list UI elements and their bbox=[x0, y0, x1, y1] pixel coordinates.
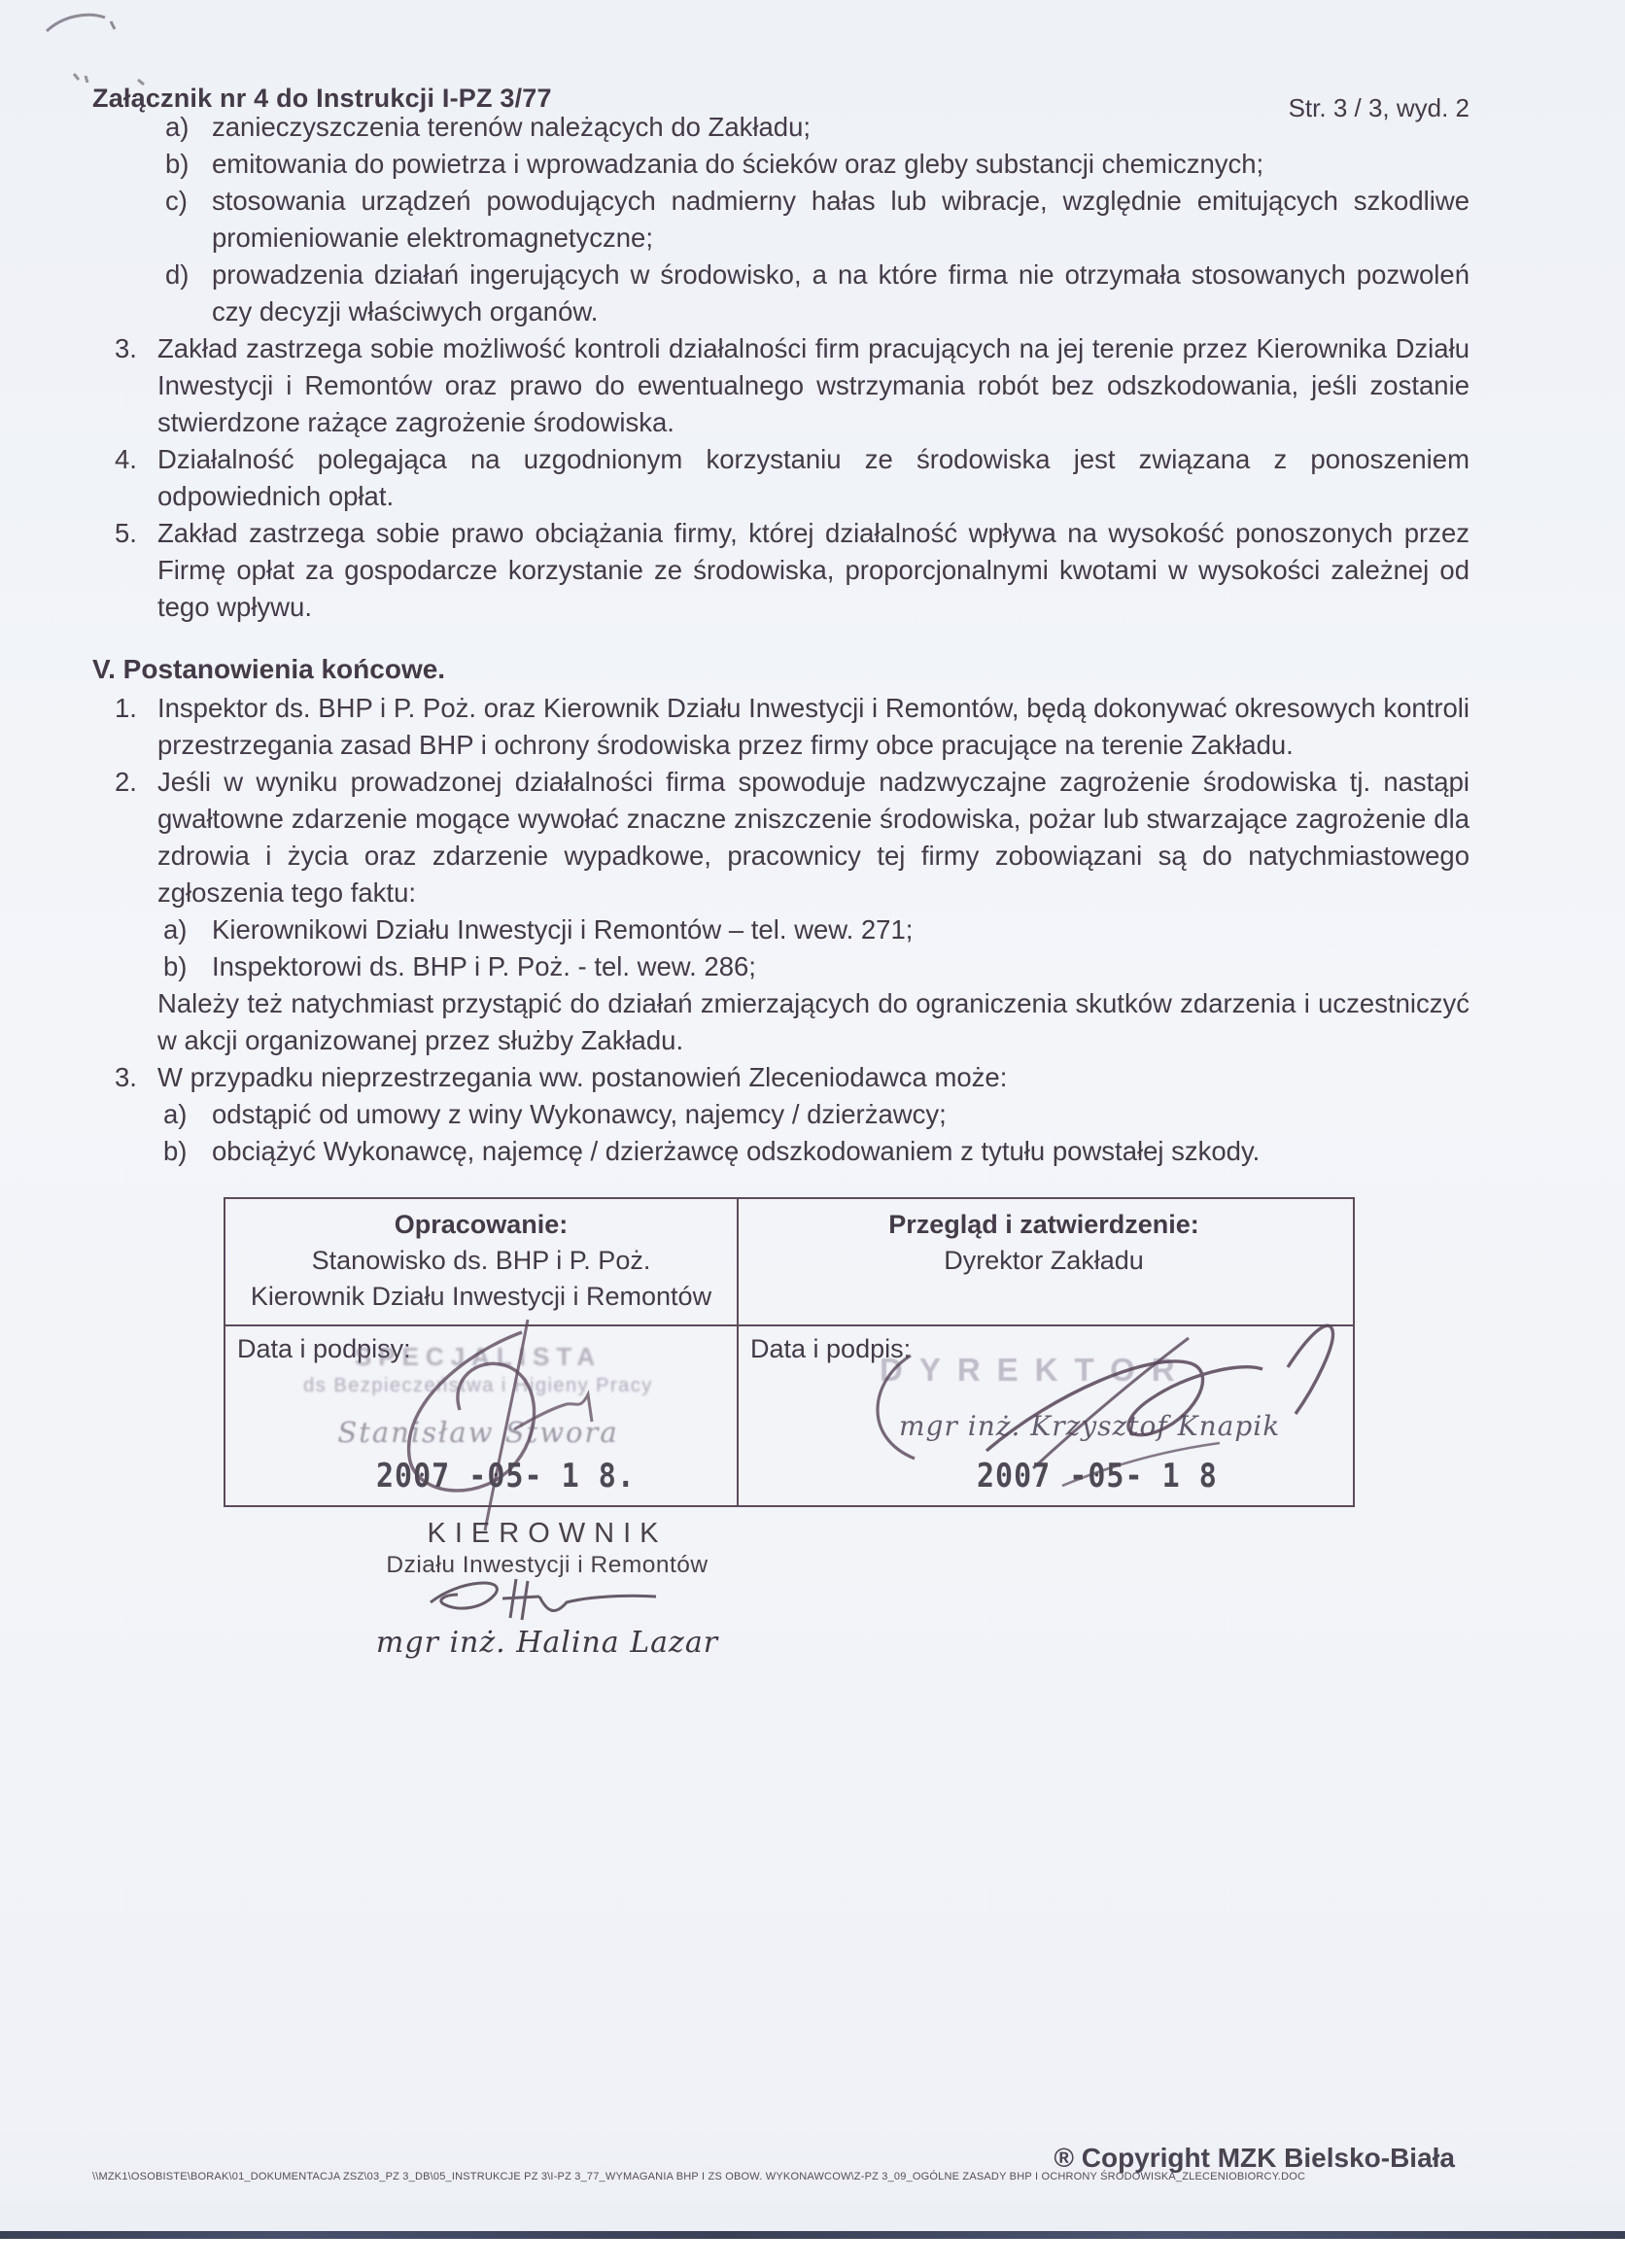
list-item-d bbox=[165, 257, 1469, 330]
left-stamp-name: Stanisław Stwora bbox=[337, 1416, 619, 1449]
footer-file-path: \\MZK1\OSOBISTE\BORAK\01_DOKUMENTACJA ZSZ\03_PZ 3_DB\05_INSTRUKCJE PZ 3\I-PZ 3_77_WYMAGANIA BHP I ZS OBOW. WYKONAWCOW\Z-PZ 3_09_OGÓLNE ZASADY BHP I OCHRONY ŚRODOWISKA_ZLECENIOBIORCY.DOC bbox=[92, 2171, 1306, 2182]
item-label: b) bbox=[163, 951, 188, 981]
kierownik-signature-scribble bbox=[401, 1573, 693, 1630]
opracowanie-role-1: Stanowisko ds. BHP i P. Poż. bbox=[311, 1246, 651, 1275]
right-date-stamp: 2007 -05- 1 8 bbox=[977, 1457, 1218, 1496]
item-text: zanieczyszczenia terenów należących do Zakładu; bbox=[212, 112, 812, 142]
section-v-item-2a bbox=[163, 911, 1469, 948]
item-label: c) bbox=[165, 186, 188, 216]
item-label: a) bbox=[165, 112, 190, 142]
item-label: 2. bbox=[115, 767, 137, 797]
section-v-item-3 bbox=[115, 1059, 1469, 1096]
section-v-item-3a bbox=[163, 1096, 1469, 1133]
specjalista-stamp-line2: ds Bezpieczeństwa i Higieny Pracy bbox=[303, 1375, 653, 1396]
item-label: 3. bbox=[115, 333, 137, 363]
list-item-a bbox=[165, 109, 1469, 146]
list-item-c bbox=[165, 183, 1469, 257]
item-text: Jeśli w wyniku prowadzonej działalności firma spowoduje nadzwyczajne zagrożenie środowiska tj. nastąpi gwałtowne zdarzenie mogące wywołać znaczne zniszczenie środowiska, pożar lub stwarzające zagrożenie dla zdrowia i życia oraz zdarzenie wypadkowe, pracownicy tej firmy zobowiązani są do natychmiastowego zgłoszenia tego faktu: bbox=[157, 767, 1469, 908]
item-label: 4. bbox=[115, 444, 137, 474]
numbered-item-4 bbox=[115, 441, 1469, 515]
left-date-label: Data i podpisy: bbox=[237, 1334, 411, 1363]
approval-table-header-row bbox=[225, 1199, 1353, 1326]
section-v-item-1 bbox=[115, 690, 1469, 764]
section-v-heading: V. Postanowienia końcowe. bbox=[92, 654, 446, 684]
item-text: Inspektorowi ds. BHP i P. Poż. - tel. wew. 286; bbox=[212, 951, 756, 981]
zatwierdzenie-role-1: Dyrektor Zakładu bbox=[944, 1246, 1144, 1275]
zatwierdzenie-header: Przegląd i zatwierdzenie: bbox=[888, 1210, 1199, 1239]
opracowanie-cell bbox=[225, 1199, 737, 1324]
dyrektor-stamp: DYREKTOR bbox=[880, 1352, 1192, 1388]
item-label: a) bbox=[163, 1099, 188, 1129]
kierownik-stamp-title: KIEROWNIK bbox=[427, 1518, 668, 1549]
right-date-label: Data i podpis: bbox=[750, 1334, 912, 1363]
section-v-item-2b bbox=[163, 948, 1469, 985]
kierownik-stamp-name: mgr inż. Halina Lazar bbox=[375, 1626, 719, 1660]
section-v-item-3b bbox=[163, 1133, 1469, 1170]
list-item-b bbox=[165, 146, 1469, 183]
footer-copyright: ® Copyright MZK Bielsko-Biała bbox=[1054, 2143, 1455, 2173]
item-label: d) bbox=[165, 259, 190, 290]
item-label: b) bbox=[163, 1136, 188, 1166]
item-text: Inspektor ds. BHP i P. Poż. oraz Kierownik Działu Inwestycji i Remontów, będą dokonywać okresowych kontroli przestrzegania zasad BHP i ochrony środowiska przez firmy obce pracujące na terenie Zakładu. bbox=[157, 693, 1469, 760]
item-text: Działalność polegająca na uzgodnionym korzystaniu ze środowiska jest związana z ponoszeniem odpowiednich opłat. bbox=[157, 444, 1469, 511]
section-v-item-2 bbox=[115, 764, 1469, 911]
kierownik-stamp-block bbox=[358, 1518, 737, 1660]
item-label: b) bbox=[165, 149, 190, 179]
item-label: 5. bbox=[115, 518, 137, 548]
attachment-title: Załącznik nr 4 do Instrukcji I-PZ 3/77 bbox=[92, 84, 552, 113]
item-text: Zakład zastrzega sobie możliwość kontroli działalności firm pracujących na jej terenie przez Kierownika Działu Inwestycji i Remontów oraz prawo do ewentualnego wstrzymania robót bez odszkodowania, jeśli zostanie stwierdzone rażące zagrożenie środowiska. bbox=[157, 333, 1469, 437]
item-text: stosowania urządzeń powodujących nadmierny hałas lub wibracje, względnie emitujących szkodliwe promieniowanie elektromagnetyczne; bbox=[212, 186, 1469, 253]
numbered-item-3 bbox=[115, 330, 1469, 441]
approval-table bbox=[224, 1197, 1355, 1507]
scanner-background bbox=[0, 2239, 1625, 2268]
item-text: W przypadku nieprzestrzegania ww. postanowień Zleceniodawca może: bbox=[157, 1062, 1008, 1092]
left-signature-cell bbox=[225, 1326, 737, 1505]
item-text: emitowania do powietrza i wprowadzania do ścieków oraz gleby substancji chemicznych; bbox=[212, 149, 1264, 179]
opracowanie-role-2: Kierownik Działu Inwestycji i Remontów bbox=[250, 1282, 712, 1311]
document-body bbox=[0, 109, 1625, 1170]
item-text: obciążyć Wykonawcę, najemcę / dzierżawcę odszkodowaniem z tytułu powstałej szkody. bbox=[212, 1136, 1261, 1166]
item-text: Zakład zastrzega sobie prawo obciążania firmy, której działalność wpływa na wysokość ponoszonych przez Firmę opłat za gospodarcze korzystanie ze środowiska, proporcjonalnymi kwotami w wysokości zależnej od tego wpływu. bbox=[157, 518, 1469, 622]
paper-bottom-edge bbox=[0, 2231, 1625, 2239]
numbered-item-5 bbox=[115, 515, 1469, 626]
item-text: prowadzenia działań ingerujących w środowisko, a na które firma nie otrzymała stosowanych pozwoleń czy decyzji właściwych organów. bbox=[212, 259, 1469, 326]
zatwierdzenie-cell bbox=[737, 1199, 1349, 1324]
approval-table-signature-row bbox=[225, 1326, 1353, 1505]
page-number: Str. 3 / 3, wyd. 2 bbox=[1288, 93, 1469, 122]
right-signature-cell bbox=[737, 1326, 1349, 1505]
item-label: 3. bbox=[115, 1062, 137, 1092]
section-v-item-2-note: Należy też natychmiast przystąpić do działań zmierzających do ograniczenia skutków zdarzenia i uczestniczyć w akcji organizowanej przez służby Zakładu. bbox=[157, 988, 1469, 1055]
right-stamp-name: mgr inż. Krzysztof Knapik bbox=[899, 1410, 1281, 1442]
item-text: Kierownikowi Działu Inwestycji i Remontów – tel. wew. 271; bbox=[212, 914, 914, 945]
left-date-stamp: 2007 -05- 1 8. bbox=[376, 1457, 636, 1496]
specjalista-stamp-line1: SPECJALISTA bbox=[354, 1342, 603, 1371]
item-text: odstąpić od umowy z winy Wykonawcy, najemcy / dzierżawcy; bbox=[212, 1099, 947, 1129]
kierownik-stamp-subtitle: Działu Inwestycji i Remontów bbox=[386, 1552, 709, 1578]
item-label: 1. bbox=[115, 693, 137, 723]
opracowanie-header: Opracowanie: bbox=[394, 1210, 569, 1239]
item-label: a) bbox=[163, 914, 188, 945]
